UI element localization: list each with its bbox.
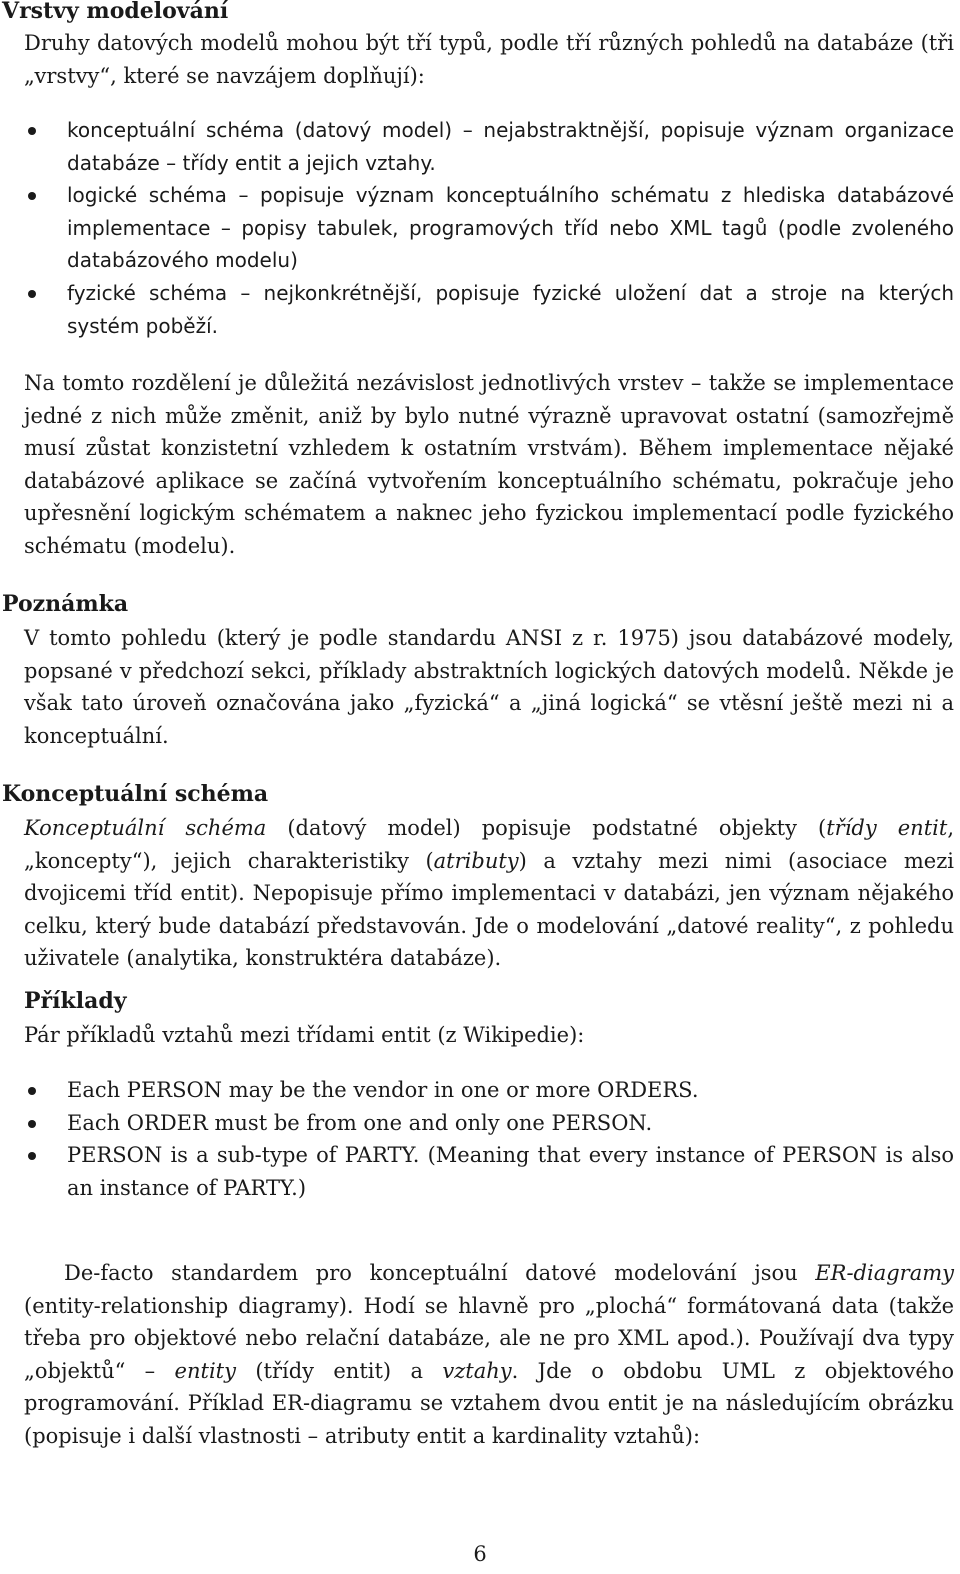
erdiagram-body: De-facto standardem pro konceptuální datové modelování jsou ER-diagramy (entity-relationship diagramy). Hodí se hlavně pro „plochá“ formátovaná data (takže třeba pro objektové nebo relační databáze, ale ne pro XML apod.). Používají dva typy „objektů“ – entity (třídy entit) a vztahy. Jde o obdobu UML z objektového programování. Příklad ER-diagramu se vztahem dvou entit je na následujícím obrázku (popisuje i další vlastnosti – atributy entit a kardinality vztahů): [24,1261,954,1448]
list-item: PERSON is a sub-type of PARTY. (Meaning that every instance of PERSON is also an instance of PARTY.) [24,1139,954,1204]
list-item: fyzické schéma – nejkonkrétnější, popisuje fyzické uložení dat a stroje na kterých systém poběží. [24,277,954,342]
bullet-icon [28,1120,36,1128]
page-number: 6 [473,1542,487,1566]
bullet-icon [28,1087,36,1095]
term-er-diagramy: ER-diagramy [815,1261,954,1285]
term-entity: entity [174,1358,236,1383]
term-konceptualni-schema: Konceptuální schéma [24,816,267,840]
list-item: Each PERSON may be the vendor in one or more ORDERS. [24,1074,954,1107]
priklady-list [24,1074,954,1204]
list-item: Each ORDER must be from one and only one PERSON. [24,1107,954,1140]
vrstvy-intro: Druhy datových modelů mohou být tří typů, podle tří různých pohledů na databáze (tři „vrstvy“, které se navzájem doplňují): [24,31,954,88]
konceptualni-body: Konceptuální schéma (datový model) popisuje podstatné objekty (třídy entit, „koncepty“), jejich charakteristiky (atributy) a vztahy mezi nimi (asociace mezi dvojicemi tříd entit). Nepopisuje přímo implementaci v databázi, jen význam nějakého celku, který bude databází představován. Jde o modelování „datové reality“, z pohledu uživatele (analytika, konstruktéra databáze). [24,816,954,971]
list-item: konceptuální schéma (datový model) – nejabstraktnější, popisuje význam organizace databáze – třídy entit a jejich vztahy. [24,114,954,179]
vrstvy-list [24,114,954,342]
priklady-intro: Pár příkladů vztahů mezi třídami entit (z Wikipedie): [24,1023,585,1047]
bullet-icon [28,192,36,200]
term-vztahy: vztahy [442,1358,512,1383]
vrstvy-body: Na tomto rozdělení je důležitá nezávislost jednotlivých vrstev – takže se implementace jedné z nich může změnit, aniž by bylo nutné výrazně upravovat ostatní (samozřejmě musí zůstat konzistetní vzhledem k ostatním vrstvám). Během implementace nějaké databázové aplikace se začíná vytvořením konceptuálního schématu, pokračuje jeho upřesnění logickým schématem a naknec jeho fyzickou implementací podle fyzického schématu (modelu). [24,371,954,558]
bullet-icon [28,1152,36,1160]
heading-priklady: Příklady [24,988,127,1014]
term-atributy: atributy [433,848,519,873]
heading-konceptualni-schema: Konceptuální schéma [2,781,269,807]
bullet-icon [28,127,36,135]
heading-vrstvy-modelovani: Vrstvy modelování [2,0,229,24]
poznamka-body: V tomto pohledu (který je podle standardu ANSI z r. 1975) jsou databázové modely, popsané v předchozí sekci, příklady abstraktních logických datových modelů. Někde je však tato úroveň označována jako „fyzická“ a „jiná logická“ se vtěsní ještě mezi ni a konceptuální. [24,626,954,748]
heading-poznamka: Poznámka [2,591,129,617]
list-item: logické schéma – popisuje význam konceptuálního schématu z hlediska databázové implementace – popisy tabulek, programových tříd nebo XML tagů (podle zvoleného databázového modelu) [24,179,954,277]
bullet-icon [28,290,36,298]
term-tridy-entit: třídy entit [826,816,948,840]
